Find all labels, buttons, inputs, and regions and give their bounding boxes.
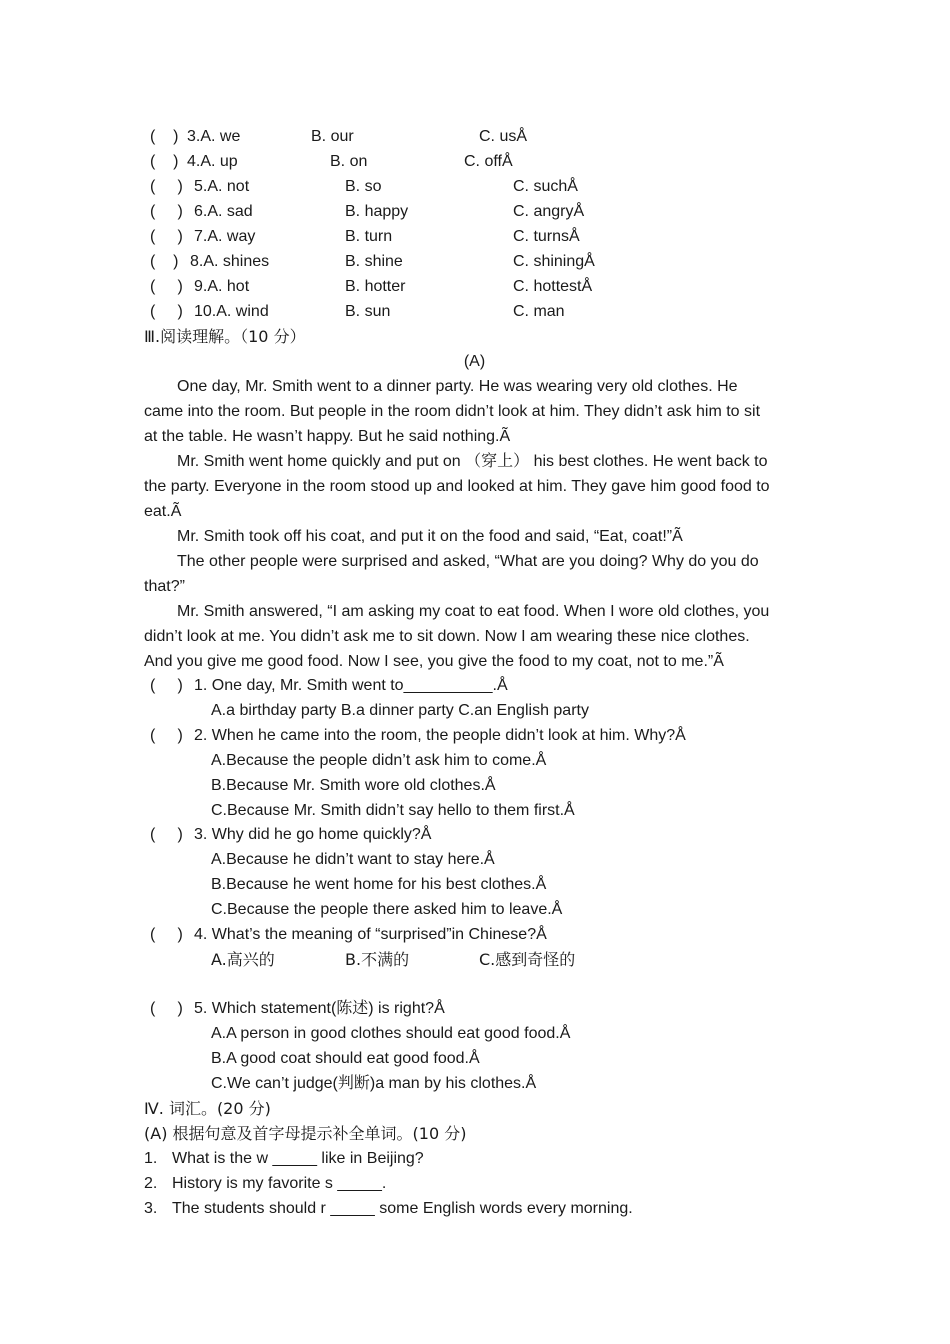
answer-paren: ( ) bbox=[150, 727, 183, 744]
answer-paren: ( ) bbox=[150, 1000, 183, 1017]
option-c: C. turnsÅ bbox=[513, 228, 580, 245]
answer-paren: ( ) bbox=[150, 178, 183, 195]
answer-paren: ( ) bbox=[150, 228, 183, 245]
question-options: A.a birthday party B.a dinner party C.an English party bbox=[211, 702, 589, 719]
option-line: C.We can’t judge(判断)a man by his clothes.Å bbox=[211, 1075, 537, 1092]
option-a: 10.A. wind bbox=[194, 303, 269, 320]
option-c: C. shiningÅ bbox=[513, 253, 595, 270]
section-4a-title: (A) 根据句意及首字母提示补全单词。(10 分) bbox=[144, 1124, 467, 1143]
section-3-title: Ⅲ.阅读理解。（10 分） bbox=[144, 327, 306, 346]
answer-paren: ( ) bbox=[150, 926, 183, 943]
option-c: C. angryÅ bbox=[513, 203, 585, 220]
option-b: B. sun bbox=[345, 303, 391, 320]
question-text: 1. One day, Mr. Smith went to__________.Å bbox=[194, 677, 508, 694]
passage-line: at the table. He wasn’t happy. But he said nothing.Ã bbox=[144, 428, 511, 445]
option-a: 8.A. shines bbox=[190, 253, 270, 270]
question-text: 3. Why did he go home quickly?Å bbox=[194, 826, 432, 843]
option-a: 7.A. way bbox=[194, 228, 256, 245]
passage-line: came into the room. But people in the room didn’t look at him. They didn’t ask him to sit bbox=[144, 403, 761, 420]
option-b: B. our bbox=[311, 128, 354, 145]
answer-paren: ( ) bbox=[150, 153, 179, 170]
answer-paren: ( ) bbox=[150, 278, 183, 295]
vocab-sentence: The students should r _____ some English words every morning. bbox=[172, 1200, 633, 1217]
option-c: C. man bbox=[513, 303, 565, 320]
option-line: B.Because he went home for his best clothes.Å bbox=[211, 876, 547, 893]
option-a: 6.A. sad bbox=[194, 203, 253, 220]
option-b: B. so bbox=[345, 178, 382, 195]
vocab-number: 2. bbox=[144, 1175, 158, 1192]
passage-label: (A) bbox=[463, 353, 486, 370]
vocab-number: 3. bbox=[144, 1200, 158, 1217]
passage-line: the party. Everyone in the room stood up and looked at him. They gave him good food to bbox=[144, 478, 770, 495]
option-c: C. suchÅ bbox=[513, 178, 578, 195]
option-a: 3.A. we bbox=[187, 128, 241, 145]
answer-paren: ( ) bbox=[150, 128, 179, 145]
answer-paren: ( ) bbox=[150, 253, 179, 270]
option-line: C.Because the people there asked him to leave.Å bbox=[211, 901, 563, 918]
option-c: C. offÅ bbox=[464, 153, 513, 170]
passage-line: eat.Ã bbox=[144, 503, 182, 520]
question-text: 5. Which statement(陈述) is right?Å bbox=[194, 1000, 445, 1017]
option-b: B. shine bbox=[345, 253, 403, 270]
passage-line: And you give me good food. Now I see, you give the food to my coat, not to me.”Ã bbox=[144, 653, 724, 670]
passage-line: One day, Mr. Smith went to a dinner party. He was wearing very old clothes. He bbox=[177, 378, 738, 395]
vocab-sentence: History is my favorite s _____. bbox=[172, 1175, 387, 1192]
vocab-sentence: What is the w _____ like in Beijing? bbox=[172, 1150, 424, 1167]
option-a: 5.A. not bbox=[194, 178, 250, 195]
answer-paren: ( ) bbox=[150, 677, 183, 694]
option-b: B. on bbox=[330, 153, 368, 170]
option-b: B.不满的 bbox=[345, 950, 410, 969]
question-text: 4. What’s the meaning of “surprised”in Chinese?Å bbox=[194, 926, 547, 943]
option-line: C.Because Mr. Smith didn’t say hello to them first.Å bbox=[211, 802, 575, 819]
option-line: B.A good coat should eat good food.Å bbox=[211, 1050, 480, 1067]
option-b: B. happy bbox=[345, 203, 409, 220]
option-b: B. turn bbox=[345, 228, 393, 245]
question-text: 2. When he came into the room, the people didn’t look at him. Why?Å bbox=[194, 727, 686, 744]
vocab-number: 1. bbox=[144, 1150, 158, 1167]
passage-line: Mr. Smith took off his coat, and put it on the food and said, “Eat, coat!”Ã bbox=[177, 528, 683, 545]
passage-line: The other people were surprised and asked, “What are you doing? Why do you do bbox=[177, 553, 759, 570]
option-c: C. usÅ bbox=[479, 128, 528, 145]
option-b: B. hotter bbox=[345, 278, 406, 295]
option-a: A.高兴的 bbox=[211, 950, 275, 969]
passage-line: Mr. Smith went home quickly and put on （穿上） his best clothes. He went back to bbox=[177, 453, 768, 470]
option-line: A.A person in good clothes should eat good food.Å bbox=[211, 1025, 571, 1042]
passage-line: didn’t look at me. You didn’t ask me to sit down. Now I am wearing these nice clothes. bbox=[144, 628, 750, 645]
option-c: C.感到奇怪的 bbox=[479, 950, 576, 969]
option-c: C. hottestÅ bbox=[513, 278, 593, 295]
option-line: B.Because Mr. Smith wore old clothes.Å bbox=[211, 777, 496, 794]
answer-paren: ( ) bbox=[150, 203, 183, 220]
answer-paren: ( ) bbox=[150, 303, 183, 320]
option-line: A.Because the people didn’t ask him to come.Å bbox=[211, 752, 547, 769]
passage-line: Mr. Smith answered, “I am asking my coat to eat food. When I wore old clothes, you bbox=[177, 603, 770, 620]
passage-line: that?” bbox=[144, 578, 185, 595]
section-4-title: Ⅳ. 词汇。(20 分) bbox=[144, 1099, 271, 1118]
answer-paren: ( ) bbox=[150, 826, 183, 843]
option-line: A.Because he didn’t want to stay here.Å bbox=[211, 851, 495, 868]
option-a: 9.A. hot bbox=[194, 278, 250, 295]
option-a: 4.A. up bbox=[187, 153, 238, 170]
